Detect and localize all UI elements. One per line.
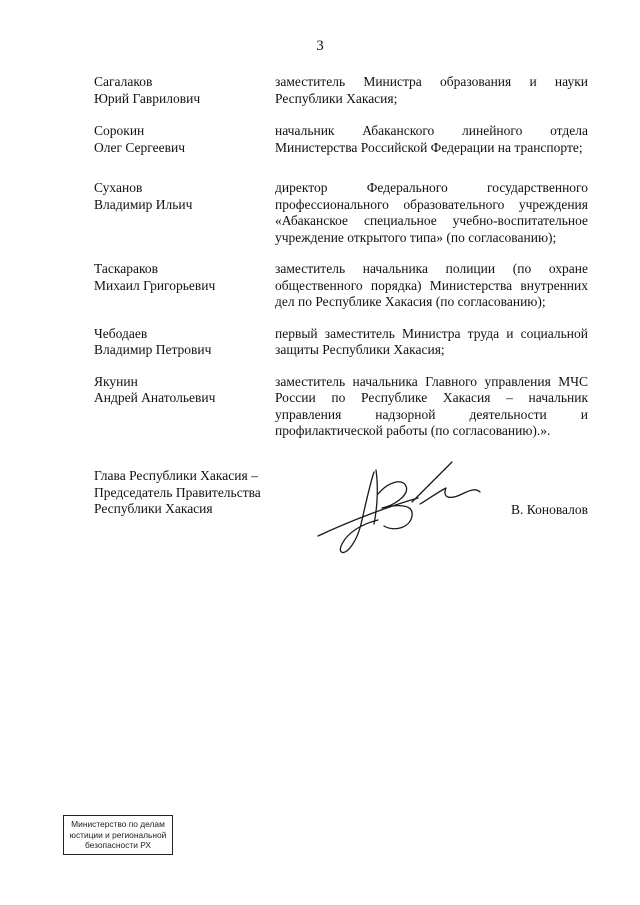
member-surname: Суханов bbox=[94, 180, 143, 195]
member-given-name: Андрей Анатольевич bbox=[94, 390, 216, 405]
member-position: начальник Абаканского линейного отдела Министерства Российской Федерации на транспорте; bbox=[275, 123, 588, 155]
signer-title-line: Глава Республики Хакасия – bbox=[94, 468, 258, 483]
stamp-line: юстиции и региональной bbox=[69, 829, 167, 840]
member-name bbox=[94, 74, 264, 107]
member-given-name: Юрий Гаврилович bbox=[94, 90, 201, 106]
member-entry bbox=[94, 374, 588, 440]
member-surname: Таскараков bbox=[94, 261, 158, 276]
member-surname: Чебодаев bbox=[94, 325, 148, 341]
member-surname: Сорокин bbox=[94, 123, 145, 138]
member-name bbox=[94, 123, 264, 156]
member-list bbox=[94, 74, 588, 440]
member-entry bbox=[94, 326, 588, 359]
signature-block bbox=[94, 468, 588, 558]
member-given-name: Олег Сергеевич bbox=[94, 139, 186, 155]
member-entry bbox=[94, 261, 588, 311]
stamp-line: Министерство по делам bbox=[71, 819, 165, 829]
member-given-name: Михаил Григорьевич bbox=[94, 277, 216, 293]
member-name bbox=[94, 374, 264, 407]
member-surname: Сагалаков bbox=[94, 74, 153, 89]
member-entry bbox=[94, 180, 588, 246]
signer-title-line: Председатель Правительства bbox=[94, 484, 261, 500]
member-position: заместитель начальника полиции (по охране общественного порядка) Министерства внутренних дел по Республике Хакасия (по согласованию); bbox=[275, 261, 588, 309]
handwritten-signature bbox=[312, 454, 492, 559]
member-surname: Якунин bbox=[94, 373, 138, 389]
signer-name: В. Коновалов bbox=[511, 502, 588, 517]
member-name bbox=[94, 180, 264, 213]
member-name bbox=[94, 326, 264, 359]
member-position: первый заместитель Министра труда и социальной защиты Республики Хакасия; bbox=[275, 325, 588, 357]
signer-title-line: Республики Хакасия bbox=[94, 501, 213, 516]
registration-stamp bbox=[63, 815, 173, 855]
member-given-name: Владимир Ильич bbox=[94, 196, 193, 212]
member-entry bbox=[94, 74, 588, 107]
member-entry bbox=[94, 123, 588, 156]
member-position: заместитель начальника Главного управления МЧС России по Республике Хакасия – начальник управления надзорной деятельности и профилактической работы (по согласованию).». bbox=[275, 373, 588, 438]
member-given-name: Владимир Петрович bbox=[94, 342, 212, 357]
member-position: заместитель Министра образования и науки Республики Хакасия; bbox=[275, 74, 588, 106]
signer-title bbox=[94, 468, 294, 518]
page-number: 3 bbox=[316, 38, 324, 54]
member-position: директор Федерального государственного профессионального образовательного учреждения «Абаканское специальное учебно-воспитательное учреждение открытого типа» (по согласованию); bbox=[275, 180, 588, 245]
member-name bbox=[94, 261, 264, 294]
stamp-line: безопасности РХ bbox=[84, 840, 152, 850]
